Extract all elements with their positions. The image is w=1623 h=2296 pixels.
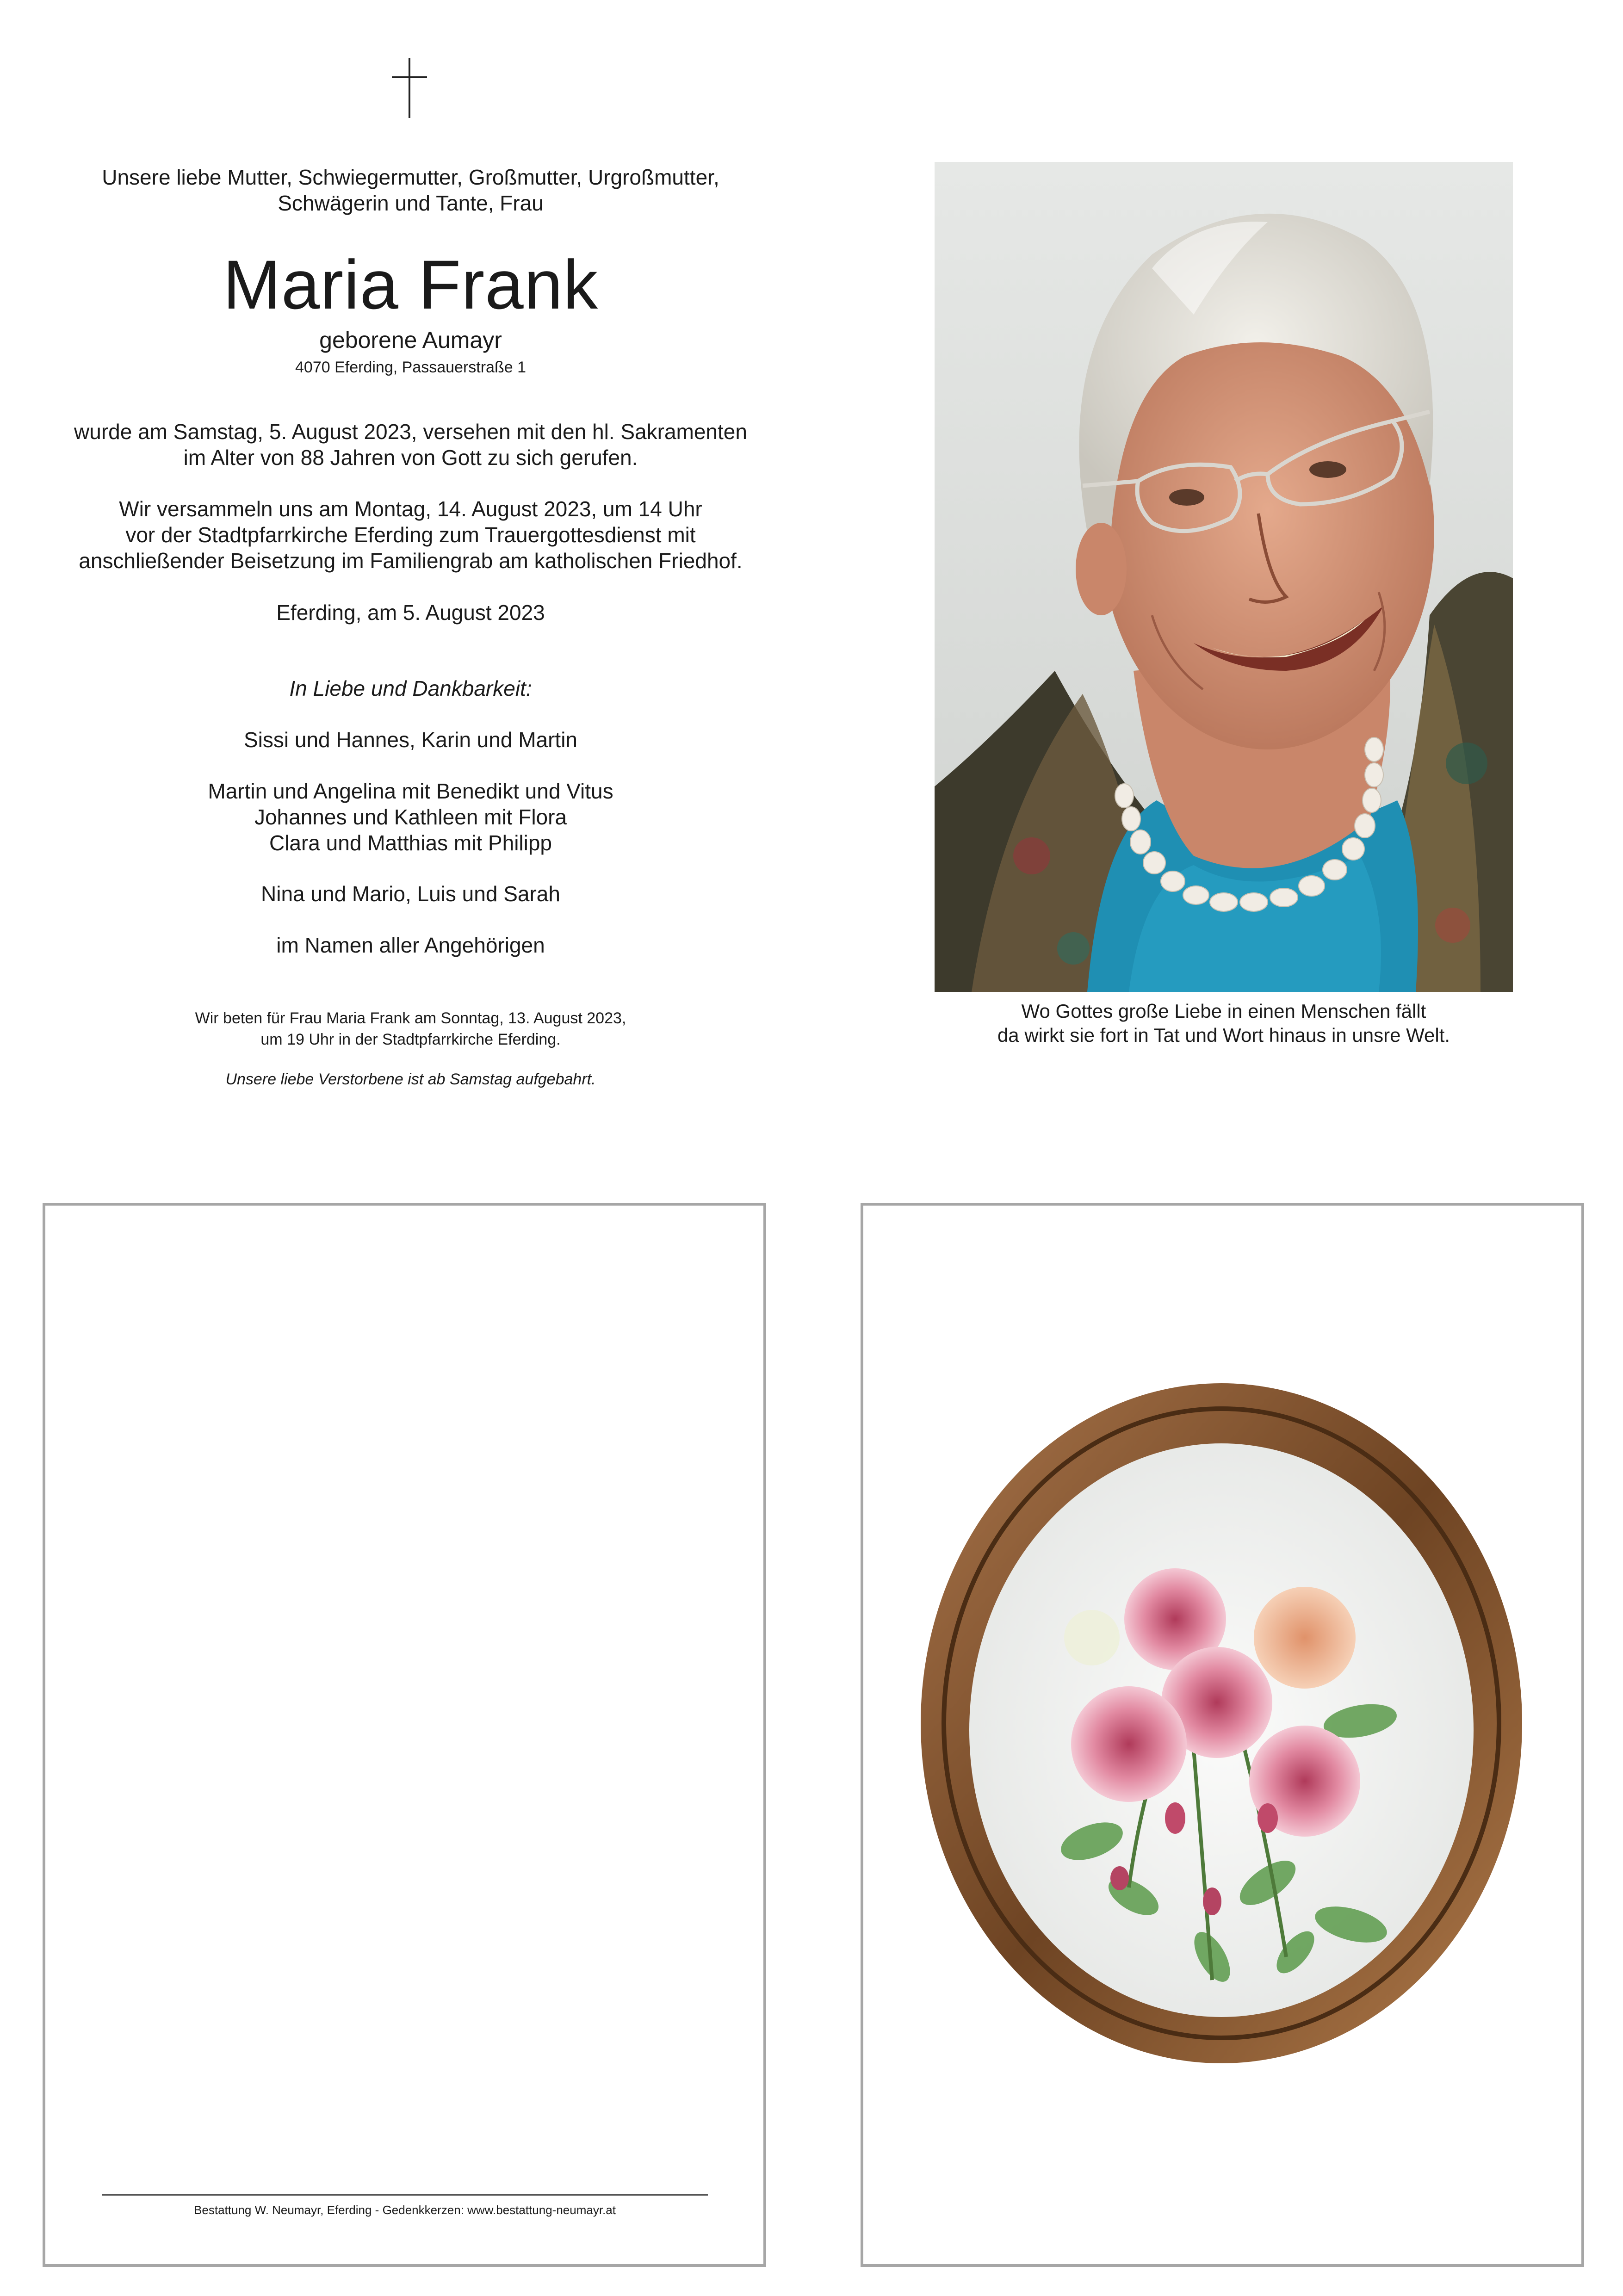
prayer-line: Wir beten für Frau Maria Frank am Sonntag, 13. August 2023, — [195, 1009, 626, 1027]
mourners-group — [46, 778, 775, 856]
intro-text — [46, 164, 775, 216]
quote-line: da wirkt sie fort in Tat und Wort hinaus in unsre Welt. — [997, 1024, 1450, 1046]
footer-divider — [102, 2194, 708, 2196]
address: 4070 Eferding, Passauerstraße 1 — [295, 359, 526, 376]
back-page-panel — [43, 1203, 766, 2267]
mourners-closing: im Namen aller Angehörigen — [276, 933, 545, 957]
mourners-heading: In Liebe und Dankbarkeit: — [289, 676, 532, 700]
mourners-line: Clara und Matthias mit Philipp — [269, 831, 552, 855]
mourners-group: Sissi und Hannes, Karin und Martin — [243, 728, 578, 752]
quote-line: Wo Gottes große Liebe in einen Menschen fällt — [1021, 1000, 1426, 1022]
portrait-illustration — [935, 162, 1513, 992]
mourners-group: Nina und Mario, Luis und Sarah — [261, 882, 560, 906]
prayer-line: um 19 Uhr in der Stadtpfarrkirche Eferding. — [260, 1031, 561, 1048]
framed-rose-painting — [916, 1379, 1527, 2068]
maiden-name: geborene Aumayr — [319, 327, 502, 353]
portrait-photo — [935, 162, 1513, 992]
service-notice — [46, 496, 775, 574]
prayer-notice — [46, 1008, 775, 1050]
deceased-name: Maria Frank — [223, 246, 599, 323]
death-line: im Alter von 88 Jahren von Gott zu sich gerufen. — [183, 446, 638, 470]
intro-line: Unsere liebe Mutter, Schwiegermutter, Großmutter, Urgroßmutter, — [102, 165, 719, 189]
mourners-line: Johannes und Kathleen mit Flora — [254, 805, 567, 829]
death-notice — [46, 419, 775, 470]
service-line: Wir versammeln uns am Montag, 14. August 2023, um 14 Uhr — [119, 497, 702, 521]
place-date: Eferding, am 5. August 2023 — [276, 600, 545, 625]
laid-out-notice: Unsere liebe Verstorbene ist ab Samstag aufgebahrt. — [225, 1071, 596, 1088]
intro-line: Schwägerin und Tante, Frau — [278, 191, 544, 215]
cross-icon — [391, 58, 428, 118]
funeral-home-footer: Bestattung W. Neumayr, Eferding - Gedenkkerzen: www.bestattung-neumayr.at — [194, 2203, 616, 2217]
mourners-line: Martin und Angelina mit Benedikt und Vitus — [208, 779, 613, 803]
service-line: anschließender Beisetzung im Familiengrab am katholischen Friedhof. — [79, 549, 743, 573]
service-line: vor der Stadtpfarrkirche Eferding zum Trauergottesdienst mit — [125, 523, 696, 547]
death-line: wurde am Samstag, 5. August 2023, versehen mit den hl. Sakramenten — [74, 420, 747, 444]
memorial-quote — [921, 999, 1527, 1047]
